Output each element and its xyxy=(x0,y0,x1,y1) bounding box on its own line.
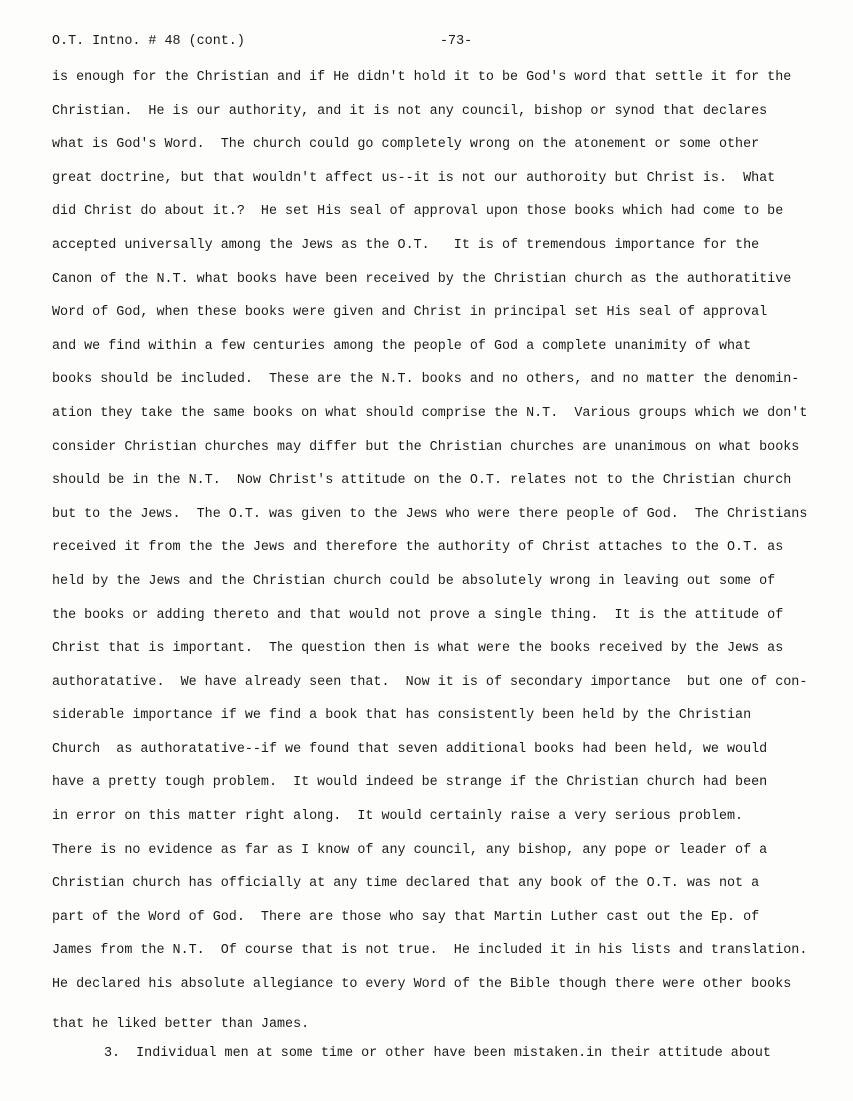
text-line: Christian. He is our authority, and it is not any council, bishop or synod that declares xyxy=(52,103,768,119)
text-line: Canon of the N.T. what books have been received by the Christian church as the authoratitive xyxy=(52,271,792,287)
text-line: ation they take the same books on what should comprise the N.T. Various groups which we don't xyxy=(52,405,808,421)
text-line: received it from the the Jews and therefore the authority of Christ attaches to the O.T. as xyxy=(52,540,784,556)
running-header: O.T. Intno. # 48 (cont.) xyxy=(52,34,245,49)
text-line: James from the N.T. Of course that is not true. He included it in his lists and translation. xyxy=(52,943,808,959)
text-line: in error on this matter right along. It would certainly raise a very serious problem. xyxy=(52,809,744,825)
text-line: siderable importance if we find a book that has consistently been held by the Christian xyxy=(52,708,752,724)
text-line: held by the Jews and the Christian church could be absolutely wrong in leaving out some of xyxy=(52,573,776,589)
text-line: books should be included. These are the N.T. books and no others, and no matter the denomin- xyxy=(52,372,800,388)
text-line: Christian church has officially at any time declared that any book of the O.T. was not a xyxy=(52,876,760,892)
text-line: is enough for the Christian and if He didn't hold it to be God's word that settle it for the xyxy=(52,70,792,85)
text-line: but to the Jews. The O.T. was given to the Jews who were there people of God. The Christians xyxy=(52,506,808,522)
text-line: Church as authoratative--if we found that seven additional books had been held, we would xyxy=(52,741,768,757)
text-line: accepted universally among the Jews as the O.T. It is of tremendous importance for the xyxy=(52,237,760,253)
text-line: There is no evidence as far as I know of any council, any bishop, any pope or leader of a xyxy=(52,842,768,858)
text-line: did Christ do about it.? He set His seal of approval upon those books which had come to be xyxy=(52,204,784,220)
text-line: consider Christian churches may differ but the Christian churches are unanimous on what books xyxy=(52,439,800,455)
text-line: and we find within a few centuries among the people of God a complete unanimity of what xyxy=(52,338,752,354)
text-line: have a pretty tough problem. It would indeed be strange if the Christian church had been xyxy=(52,775,768,791)
text-line: great doctrine, but that wouldn't affect us--it is not our authoroity but Christ is. What xyxy=(52,170,776,186)
text-line: the books or adding thereto and that would not prove a single thing. It is the attitude of xyxy=(52,607,784,623)
text-line: should be in the N.T. Now Christ's attitude on the O.T. relates not to the Christian church xyxy=(52,473,792,489)
text-line: part of the Word of God. There are those who say that Martin Luther cast out the Ep. of xyxy=(52,909,760,925)
page-number: -73- xyxy=(440,34,473,49)
text-line: what is God's Word. The church could go completely wrong on the atonement or some other xyxy=(52,137,760,153)
numbered-paragraph-start: 3. Individual men at some time or other have been mistaken.in their attitude about xyxy=(104,1046,771,1061)
body-text xyxy=(52,69,847,1048)
text-line: that he liked better than James. xyxy=(52,1016,310,1032)
text-line: He declared his absolute allegiance to every Word of the Bible though there were other books xyxy=(52,977,792,993)
text-line: Word of God, when these books were given and Christ in principal set His seal of approval xyxy=(52,305,768,321)
text-line: Christ that is important. The question then is what were the books received by the Jews as xyxy=(52,641,784,657)
text-line: authoratative. We have already seen that. Now it is of secondary importance but one of con- xyxy=(52,674,808,690)
